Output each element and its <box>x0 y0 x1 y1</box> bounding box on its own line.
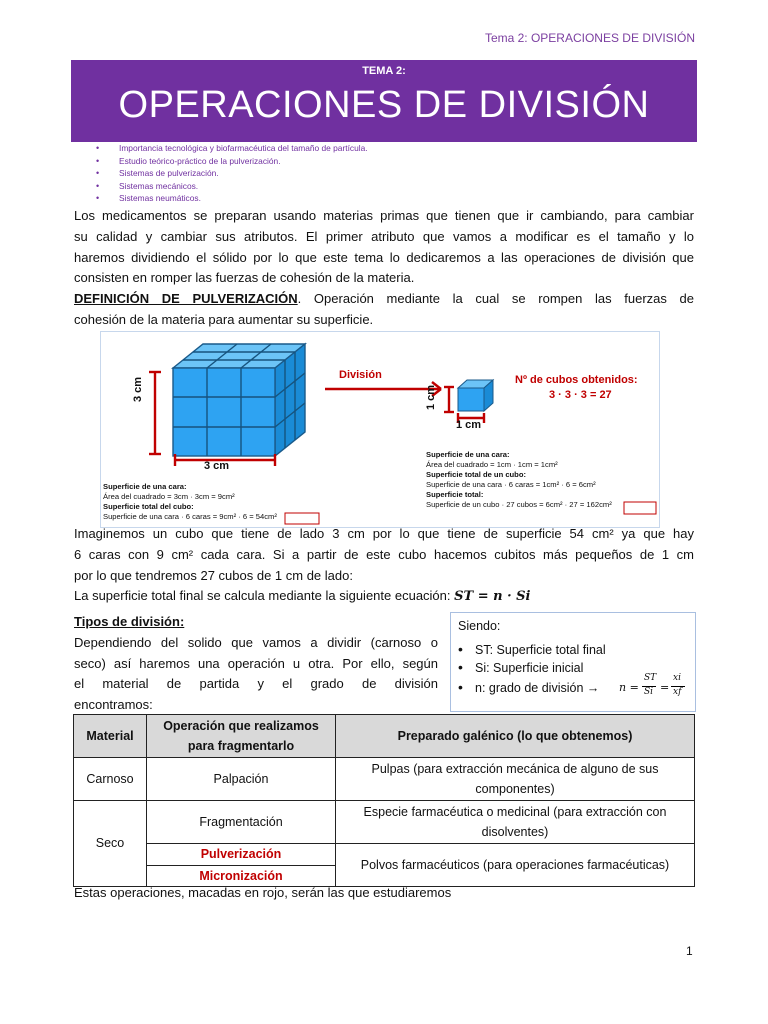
text-line: Imaginemos un cubo que tiene de lado 3 cm por lo que tiene de superficie 54 cm² ya que hay <box>74 526 694 541</box>
division-label: División <box>339 369 382 381</box>
table-row <box>74 844 695 866</box>
intro-paragraph <box>74 206 694 289</box>
list-item: • Sistemas neumáticos. <box>96 192 656 205</box>
section-heading: Tipos de división: <box>74 614 185 629</box>
text-line: cohesión de la materia para aumentar su superficie. <box>74 311 374 327</box>
text-line: seco) así haremos una operación u otra. Por ello, según <box>74 655 438 671</box>
list-item: • Sistemas mecánicos. <box>96 180 656 193</box>
title-banner <box>71 60 697 142</box>
list-item: • Si: Superficie inicial <box>458 659 584 675</box>
text-line: haremos dividiendo el sólido por lo que este tema lo dedicaremos a las operaciones de división que <box>74 249 694 265</box>
big-cube-side-label: 3 cm <box>132 376 144 402</box>
list-item: • Estudio teórico-práctico de la pulverización. <box>96 155 656 168</box>
text-line: encontramos: <box>74 697 153 713</box>
table-cell: Polvos farmacéuticos (para operaciones farmacéuticas) <box>336 844 695 887</box>
page-number: 1 <box>686 944 693 958</box>
text-line: Los medicamentos se preparan usando materias primas que tienen que ir cambiando, para cambiar <box>74 208 694 223</box>
list-item: • Sistemas de pulverización. <box>96 167 656 180</box>
table-cell: Carnoso <box>74 758 147 801</box>
closing-text: Estas operaciones, macadas en rojo, serán las que estudiaremos <box>74 885 452 900</box>
table-cell: Micronización <box>147 865 336 887</box>
table-cell: Fragmentación <box>147 801 336 844</box>
text-line: por lo que tendremos 27 cubos de 1 cm de lado: <box>74 567 353 583</box>
definition-paragraph <box>74 289 694 331</box>
column-header: Operación que realizamos para fragmentarlo <box>147 715 336 758</box>
count-formula: 3 · 3 · 3 = 27 <box>549 389 612 401</box>
page-title: OPERACIONES DE DIVISIÓN <box>118 84 650 126</box>
big-cube-width-label: 3 cm <box>204 460 230 472</box>
text-line: el material de partida y el grado de división <box>74 676 438 692</box>
column-header: Material <box>74 715 147 758</box>
topic-list <box>96 142 656 205</box>
count-title: Nº de cubos obtenidos: <box>515 374 638 386</box>
table-row <box>74 758 695 801</box>
table-cell: Palpación <box>147 758 336 801</box>
running-header: Tema 2: OPERACIONES DE DIVISIÓN <box>484 31 695 45</box>
division-figure <box>100 331 660 528</box>
banner-subtitle: TEMA 2: <box>362 65 406 77</box>
table-header-row <box>74 715 695 758</box>
right-surface-text: Superficie de una cara: Área del cuadrado = 1cm · 1cm = 1cm² Superficie total de un cubo: Superficie de una cara · 6 caras = 1cm² · 6 = 6cm² Superficie total: Superficie de un cubo · 27 cubos = 6cm² · 27 = 162cm² <box>426 450 612 509</box>
list-item: • Importancia tecnológica y biofarmacéutica del tamaño de partícula. <box>96 142 656 155</box>
column-header: Preparado galénico (lo que obtenemos) <box>336 715 695 758</box>
list-item: • n: grado de división → <box>458 679 600 695</box>
table-cell: Pulverización <box>147 844 336 866</box>
division-types-table <box>73 714 695 887</box>
surface-equation: ST = n · Si <box>454 589 531 605</box>
text-line: 6 caras con 9 cm² cada cara. Si a partir de este cubo hacemos cubitos más pequeños de 1 cm <box>74 546 694 562</box>
tipos-section <box>74 612 438 716</box>
text-line: consisten en romper las fuerzas de cohesión de la materia. <box>74 270 415 286</box>
table-cell: Especie farmacéutica o medicinal (para extracción con disolventes) <box>336 801 695 844</box>
list-item: • ST: Superficie total final <box>458 641 606 657</box>
text-line: Dependiendo del solido que vamos a dividir (carnoso o <box>74 634 438 650</box>
left-surface-text: Superficie de una cara: Área del cuadrado = 3cm · 3cm = 9cm² Superficie total del cubo: Superficie de una cara · 6 caras = 9cm² · 6 = 54cm² <box>103 482 277 521</box>
cube-paragraph <box>74 524 694 608</box>
small-cube-width-label: 1 cm <box>456 419 482 431</box>
text-line: DEFINICIÓN DE PULVERIZACIÓN. Operación mediante la cual se rompen las fuerzas de <box>74 291 694 306</box>
text-line: su calidad y cambiar sus atributos. El primer atributo que vamos a modificar es el tamaño y lo <box>74 228 694 244</box>
table-cell: Seco <box>74 801 147 887</box>
table-row <box>74 801 695 844</box>
siendo-title: Siendo: <box>458 619 501 633</box>
table-cell: Pulpas (para extracción mecánica de alguno de sus componentes) <box>336 758 695 801</box>
siendo-box: Siendo: • ST: Superficie total final • Si: Superficie inicial • n: grado de división → n = ST Si = xi xf <box>450 612 696 712</box>
small-cube-side-label: 1 cm <box>425 384 437 410</box>
definition-term: DEFINICIÓN DE PULVERIZACIÓN <box>74 291 298 306</box>
equation-line: La superficie total final se calcula mediante la siguiente ecuación: ST = n · Si <box>74 588 531 605</box>
